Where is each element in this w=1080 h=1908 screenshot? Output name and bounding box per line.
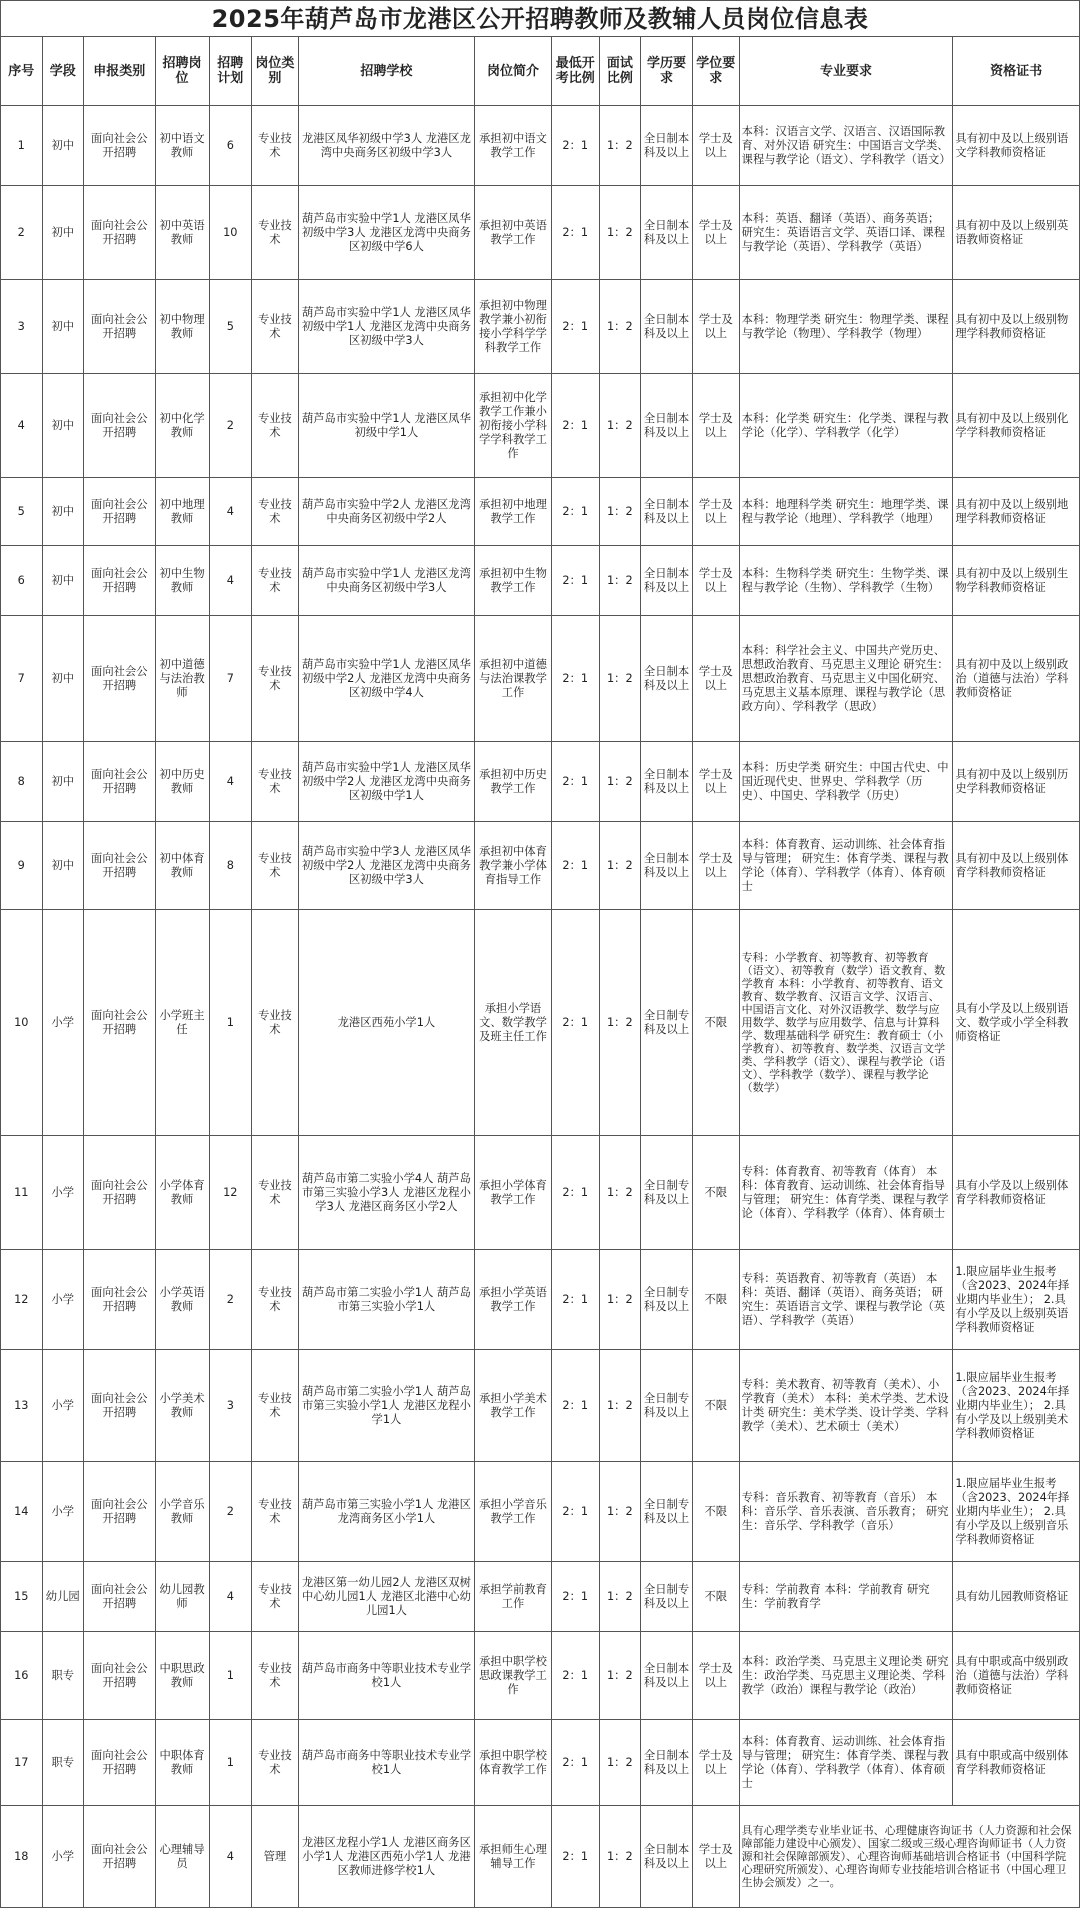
row-cert: 具有中职或高中级别体育学科教师资格证 <box>953 1720 1080 1806</box>
row-major: 专科：学前教育 本科：学前教育 研究生：学前教育学 <box>739 1562 953 1632</box>
row-type: 专业技术 <box>252 822 299 910</box>
row-schools: 龙港区西苑小学1人 <box>298 910 474 1136</box>
table-row <box>1 1462 1080 1562</box>
row-min-ratio: 2：1 <box>551 1350 599 1462</box>
row-plan: 2 <box>209 1250 252 1350</box>
row-stage: 小学 <box>42 1250 84 1350</box>
row-category: 面向社会公开招聘 <box>84 822 156 910</box>
table-row <box>1 546 1080 616</box>
col-header-stage: 学段 <box>42 37 84 106</box>
row-stage: 小学 <box>42 1136 84 1250</box>
row-major: 本科：化学类 研究生：化学类、课程与教学论（化学）、学科教学（化学） <box>739 374 953 478</box>
row-major: 专科：音乐教育、初等教育（音乐） 本科：音乐学、音乐表演、音乐教育； 研究生：音乐学、学科教学（音乐） <box>739 1462 953 1562</box>
row-number: 11 <box>1 1136 43 1250</box>
row-interview-ratio: 1：2 <box>599 1720 641 1806</box>
row-degree: 学士及以上 <box>692 280 739 374</box>
row-intro: 承担小学语文、数学教学及班主任工作 <box>475 910 552 1136</box>
row-cert: 具有幼儿园教师资格证 <box>953 1562 1080 1632</box>
row-type: 专业技术 <box>252 374 299 478</box>
row-number: 2 <box>1 186 43 280</box>
row-stage: 小学 <box>42 1806 84 1908</box>
row-position: 初中语文教师 <box>155 106 209 186</box>
col-header-min-ratio: 最低开考比例 <box>551 37 599 106</box>
row-min-ratio: 2：1 <box>551 910 599 1136</box>
row-intro: 承担小学英语教学工作 <box>475 1250 552 1350</box>
row-plan: 4 <box>209 1806 252 1908</box>
row-min-ratio: 2：1 <box>551 1632 599 1720</box>
row-number: 8 <box>1 742 43 822</box>
row-schools: 龙港区第一幼儿园2人 龙港区双树中心幼儿园1人 龙港区北港中心幼儿园1人 <box>298 1562 474 1632</box>
row-type: 专业技术 <box>252 1136 299 1250</box>
row-min-ratio: 2：1 <box>551 822 599 910</box>
col-header-plan: 招聘计划 <box>209 37 252 106</box>
row-min-ratio: 2：1 <box>551 1720 599 1806</box>
row-cert: 具有初中及以上级别地理学科教师资格证 <box>953 478 1080 546</box>
row-number: 14 <box>1 1462 43 1562</box>
row-degree: 学士及以上 <box>692 106 739 186</box>
row-major: 本科：汉语言文学、汉语言、汉语国际教育、对外汉语 研究生：中国语言文学类、课程与教学论（语文）、学科教学（语文） <box>739 106 953 186</box>
row-number: 1 <box>1 106 43 186</box>
row-intro: 承担学前教育工作 <box>475 1562 552 1632</box>
row-position: 初中英语教师 <box>155 186 209 280</box>
row-degree: 学士及以上 <box>692 1720 739 1806</box>
table-row <box>1 106 1080 186</box>
row-position: 小学体育教师 <box>155 1136 209 1250</box>
row-schools: 龙港区龙程小学1人 龙港区商务区小学1人 龙港区西苑小学1人 龙港区教师进修学校1人 <box>298 1806 474 1908</box>
row-type: 专业技术 <box>252 186 299 280</box>
row-stage: 初中 <box>42 186 84 280</box>
row-cert: 具有小学及以上级别体育学科教师资格证 <box>953 1136 1080 1250</box>
row-intro: 承担初中体育教学兼小学体育指导工作 <box>475 822 552 910</box>
row-intro: 承担小学美术教学工作 <box>475 1350 552 1462</box>
row-position: 中职思政教师 <box>155 1632 209 1720</box>
row-edu: 全日制本科及以上 <box>641 280 693 374</box>
row-edu: 全日制专科及以上 <box>641 1562 693 1632</box>
row-number: 3 <box>1 280 43 374</box>
row-cert: 具有初中及以上级别物理学科教师资格证 <box>953 280 1080 374</box>
row-interview-ratio: 1：2 <box>599 1562 641 1632</box>
row-degree: 学士及以上 <box>692 616 739 742</box>
row-cert: 具有初中及以上级别语文学科教师资格证 <box>953 106 1080 186</box>
row-min-ratio: 2：1 <box>551 546 599 616</box>
row-cert: 具有中职或高中级别政治（道德与法治）学科教师资格证 <box>953 1632 1080 1720</box>
row-edu: 全日制专科及以上 <box>641 910 693 1136</box>
row-major: 专科：英语教育、初等教育（英语） 本科：英语、翻译（英语）、商务英语； 研究生：英语语言文学、课程与教学论（英语）、学科教学（英语） <box>739 1250 953 1350</box>
row-stage: 小学 <box>42 910 84 1136</box>
table-row <box>1 1136 1080 1250</box>
row-major: 本科：科学社会主义、中国共产党历史、思想政治教育、马克思主义理论 研究生：思想政治教育、马克思主义中国化研究、马克思主义基本原理、课程与教学论（思政方向）、学科教学（思政） <box>739 616 953 742</box>
row-cert: 1.限应届毕业生报考（含2023、2024年择业期内毕业生）； 2.具有小学及以上级别英语学科教师资格证 <box>953 1250 1080 1350</box>
row-type: 专业技术 <box>252 1720 299 1806</box>
row-major: 专科：美术教育、初等教育（美术）、小学教育（美术） 本科：美术学类、艺术设计类 研究生：美术学类、设计学类、学科教学（美术）、艺术硕士（美术） <box>739 1350 953 1462</box>
row-plan: 1 <box>209 1632 252 1720</box>
row-cert: 1.限应届毕业生报考（含2023、2024年择业期内毕业生）； 2.具有小学及以上级别音乐学科教师资格证 <box>953 1462 1080 1562</box>
row-interview-ratio: 1：2 <box>599 1462 641 1562</box>
row-number: 18 <box>1 1806 43 1908</box>
row-stage: 职专 <box>42 1632 84 1720</box>
row-schools: 葫芦岛市实验中学1人 龙港区凤华初级中学3人 龙港区龙湾中央商务区初级中学6人 <box>298 186 474 280</box>
row-stage: 小学 <box>42 1462 84 1562</box>
row-number: 13 <box>1 1350 43 1462</box>
row-interview-ratio: 1：2 <box>599 1632 641 1720</box>
row-degree: 不限 <box>692 1562 739 1632</box>
col-header-edu: 学历要求 <box>641 37 693 106</box>
table-row <box>1 1632 1080 1720</box>
row-position: 幼儿园教师 <box>155 1562 209 1632</box>
row-type: 专业技术 <box>252 1462 299 1562</box>
row-type: 专业技术 <box>252 546 299 616</box>
row-major: 本科：生物科学类 研究生：生物学类、课程与教学论（生物）、学科教学（生物） <box>739 546 953 616</box>
row-schools: 葫芦岛市第二实验小学1人 葫芦岛市第三实验小学1人 龙港区龙程小学1人 <box>298 1350 474 1462</box>
row-plan: 1 <box>209 910 252 1136</box>
table-row <box>1 1562 1080 1632</box>
row-plan: 2 <box>209 374 252 478</box>
row-position: 初中物理教师 <box>155 280 209 374</box>
row-edu: 全日制本科及以上 <box>641 1720 693 1806</box>
row-edu: 全日制本科及以上 <box>641 1806 693 1908</box>
row-stage: 初中 <box>42 742 84 822</box>
row-stage: 初中 <box>42 616 84 742</box>
row-major: 本科：体育教育、运动训练、社会体育指导与管理； 研究生：体育学类、课程与教学论（体育）、学科教学（体育）、体育硕士 <box>739 822 953 910</box>
row-category: 面向社会公开招聘 <box>84 374 156 478</box>
row-interview-ratio: 1：2 <box>599 822 641 910</box>
col-header-no: 序号 <box>1 37 43 106</box>
row-min-ratio: 2：1 <box>551 742 599 822</box>
col-header-category: 申报类别 <box>84 37 156 106</box>
row-interview-ratio: 1：2 <box>599 546 641 616</box>
row-type: 专业技术 <box>252 1562 299 1632</box>
row-interview-ratio: 1：2 <box>599 280 641 374</box>
row-min-ratio: 2：1 <box>551 616 599 742</box>
row-edu: 全日制专科及以上 <box>641 1350 693 1462</box>
row-major: 本科：体育教育、运动训练、社会体育指导与管理； 研究生：体育学类、课程与教学论（体育）、学科教学（体育）、体育硕士 <box>739 1720 953 1806</box>
row-position: 小学英语教师 <box>155 1250 209 1350</box>
row-intro: 承担初中物理教学兼小初衔接小学科学学科教学工作 <box>475 280 552 374</box>
row-cert: 1.限应届毕业生报考（含2023、2024年择业期内毕业生）； 2.具有小学及以上级别美术学科教师资格证 <box>953 1350 1080 1462</box>
row-min-ratio: 2：1 <box>551 1136 599 1250</box>
row-plan: 10 <box>209 186 252 280</box>
row-interview-ratio: 1：2 <box>599 1136 641 1250</box>
row-min-ratio: 2：1 <box>551 280 599 374</box>
row-edu: 全日制专科及以上 <box>641 1136 693 1250</box>
row-edu: 全日制本科及以上 <box>641 822 693 910</box>
page-title: 2025年葫芦岛市龙港区公开招聘教师及教辅人员岗位信息表 <box>0 0 1080 36</box>
row-degree: 学士及以上 <box>692 478 739 546</box>
row-stage: 初中 <box>42 478 84 546</box>
table-row <box>1 1720 1080 1806</box>
row-degree: 不限 <box>692 1462 739 1562</box>
row-category: 面向社会公开招聘 <box>84 1632 156 1720</box>
header-row <box>1 37 1080 106</box>
table-row <box>1 1250 1080 1350</box>
row-degree: 学士及以上 <box>692 546 739 616</box>
row-schools: 葫芦岛市实验中学3人 龙港区凤华初级中学2人 龙港区龙湾中央商务区初级中学3人 <box>298 822 474 910</box>
row-edu: 全日制本科及以上 <box>641 186 693 280</box>
row-schools: 葫芦岛市第三实验小学1人 龙港区龙湾商务区小学1人 <box>298 1462 474 1562</box>
row-schools: 葫芦岛市商务中等职业技术专业学校1人 <box>298 1720 474 1806</box>
row-number: 6 <box>1 546 43 616</box>
row-category: 面向社会公开招聘 <box>84 1462 156 1562</box>
row-number: 4 <box>1 374 43 478</box>
row-min-ratio: 2：1 <box>551 374 599 478</box>
row-schools: 葫芦岛市实验中学1人 龙港区凤华初级中学2人 龙港区龙湾中央商务区初级中学1人 <box>298 742 474 822</box>
row-degree: 不限 <box>692 1136 739 1250</box>
row-intro: 承担初中化学教学工作兼小初衔接小学科学学科教学工作 <box>475 374 552 478</box>
row-schools: 葫芦岛市第二实验小学1人 葫芦岛市第三实验小学1人 <box>298 1250 474 1350</box>
row-category: 面向社会公开招聘 <box>84 1350 156 1462</box>
row-type: 专业技术 <box>252 742 299 822</box>
table-row <box>1 822 1080 910</box>
row-min-ratio: 2：1 <box>551 1806 599 1908</box>
row-intro: 承担小学体育教学工作 <box>475 1136 552 1250</box>
row-number: 10 <box>1 910 43 1136</box>
row-type: 专业技术 <box>252 1632 299 1720</box>
row-plan: 4 <box>209 742 252 822</box>
row-schools: 葫芦岛市实验中学2人 龙港区龙湾中央商务区初级中学2人 <box>298 478 474 546</box>
table-row <box>1 1350 1080 1462</box>
row-type: 专业技术 <box>252 1350 299 1462</box>
row-cert: 具有初中及以上级别体育学科教师资格证 <box>953 822 1080 910</box>
col-header-cert: 资格证书 <box>953 37 1080 106</box>
row-interview-ratio: 1：2 <box>599 742 641 822</box>
table-row <box>1 478 1080 546</box>
table-row <box>1 280 1080 374</box>
row-degree: 不限 <box>692 1250 739 1350</box>
row-edu: 全日制本科及以上 <box>641 374 693 478</box>
row-min-ratio: 2：1 <box>551 478 599 546</box>
row-schools: 葫芦岛市商务中等职业技术专业学校1人 <box>298 1632 474 1720</box>
row-interview-ratio: 1：2 <box>599 106 641 186</box>
row-stage: 初中 <box>42 106 84 186</box>
row-major: 本科：英语、翻译（英语）、商务英语； 研究生：英语语言文学、英语口译、课程与教学论（英语）、学科教学（英语） <box>739 186 953 280</box>
row-min-ratio: 2：1 <box>551 186 599 280</box>
row-intro: 承担中职学校体育教学工作 <box>475 1720 552 1806</box>
row-interview-ratio: 1：2 <box>599 616 641 742</box>
row-plan: 7 <box>209 616 252 742</box>
row-number: 12 <box>1 1250 43 1350</box>
row-position: 初中体育教师 <box>155 822 209 910</box>
row-cert: 具有初中及以上级别英语教师资格证 <box>953 186 1080 280</box>
row-cert: 具有初中及以上级别生物学科教师资格证 <box>953 546 1080 616</box>
row-major: 本科：政治学类、马克思主义理论类 研究生：政治学类、马克思主义理论类、学科教学（政治）课程与教学论（政治） <box>739 1632 953 1720</box>
job-table <box>0 36 1080 1908</box>
row-position: 心理辅导员 <box>155 1806 209 1908</box>
table-row <box>1 1806 1080 1908</box>
row-degree: 学士及以上 <box>692 822 739 910</box>
row-interview-ratio: 1：2 <box>599 1806 641 1908</box>
row-plan: 6 <box>209 106 252 186</box>
row-position: 小学美术教师 <box>155 1350 209 1462</box>
row-schools: 葫芦岛市实验中学1人 龙港区凤华初级中学1人 龙港区龙湾中央商务区初级中学3人 <box>298 280 474 374</box>
row-number: 17 <box>1 1720 43 1806</box>
row-degree: 学士及以上 <box>692 1632 739 1720</box>
row-category: 面向社会公开招聘 <box>84 106 156 186</box>
row-min-ratio: 2：1 <box>551 1562 599 1632</box>
row-schools: 龙港区凤华初级中学3人 龙港区龙湾中央商务区初级中学3人 <box>298 106 474 186</box>
row-degree: 学士及以上 <box>692 374 739 478</box>
row-number: 7 <box>1 616 43 742</box>
row-category: 面向社会公开招聘 <box>84 546 156 616</box>
col-header-schools: 招聘学校 <box>298 37 474 106</box>
row-type: 专业技术 <box>252 616 299 742</box>
row-type: 专业技术 <box>252 478 299 546</box>
row-major: 本科：历史学类 研究生：中国古代史、中国近现代史、世界史、学科教学（历史）、中国史、学科教学（历史） <box>739 742 953 822</box>
row-cert: 具有初中及以上级别政治（道德与法治）学科教师资格证 <box>953 616 1080 742</box>
row-plan: 5 <box>209 280 252 374</box>
col-header-position: 招聘岗位 <box>155 37 209 106</box>
row-plan: 2 <box>209 1462 252 1562</box>
row-degree: 学士及以上 <box>692 186 739 280</box>
row-interview-ratio: 1：2 <box>599 1350 641 1462</box>
row-schools: 葫芦岛市实验中学1人 龙港区凤华初级中学2人 龙港区龙湾中央商务区初级中学4人 <box>298 616 474 742</box>
row-intro: 承担小学音乐教学工作 <box>475 1462 552 1562</box>
row-intro: 承担初中历史教学工作 <box>475 742 552 822</box>
row-cert: 具有初中及以上级别化学学科教师资格证 <box>953 374 1080 478</box>
row-plan: 3 <box>209 1350 252 1462</box>
row-stage: 初中 <box>42 374 84 478</box>
row-intro: 承担初中生物教学工作 <box>475 546 552 616</box>
row-number: 5 <box>1 478 43 546</box>
col-header-intro: 岗位简介 <box>475 37 552 106</box>
row-plan: 4 <box>209 546 252 616</box>
row-interview-ratio: 1：2 <box>599 374 641 478</box>
row-category: 面向社会公开招聘 <box>84 616 156 742</box>
row-intro: 承担师生心理辅导工作 <box>475 1806 552 1908</box>
row-cert: 具有小学及以上级别语文、数学或小学全科教师资格证 <box>953 910 1080 1136</box>
row-intro: 承担初中语文教学工作 <box>475 106 552 186</box>
row-edu: 全日制本科及以上 <box>641 478 693 546</box>
row-major: 具有心理学类专业毕业证书、心理健康咨询证书（人力资源和社会保障部能力建设中心颁发）、国家二级或三级心理咨询师证书（人力资源和社会保障部颁发）、心理咨询师基础培训合格证书（中国科学院心理研究所颁发）、心理咨询师专业技能培训合格证书（中国心理卫生协会颁发）之一。 <box>739 1806 1079 1908</box>
row-type: 管理 <box>252 1806 299 1908</box>
row-category: 面向社会公开招聘 <box>84 1562 156 1632</box>
row-category: 面向社会公开招聘 <box>84 1720 156 1806</box>
col-header-interview: 面试比例 <box>599 37 641 106</box>
row-cert: 具有初中及以上级别历史学科教师资格证 <box>953 742 1080 822</box>
row-schools: 葫芦岛市实验中学1人 龙港区凤华初级中学1人 <box>298 374 474 478</box>
row-position: 初中化学教师 <box>155 374 209 478</box>
row-plan: 12 <box>209 1136 252 1250</box>
row-intro: 承担中职学校思政课教学工作 <box>475 1632 552 1720</box>
row-interview-ratio: 1：2 <box>599 478 641 546</box>
row-number: 16 <box>1 1632 43 1720</box>
row-min-ratio: 2：1 <box>551 1250 599 1350</box>
row-type: 专业技术 <box>252 106 299 186</box>
row-plan: 8 <box>209 822 252 910</box>
row-number: 15 <box>1 1562 43 1632</box>
row-edu: 全日制本科及以上 <box>641 1632 693 1720</box>
row-position: 中职体育教师 <box>155 1720 209 1806</box>
row-category: 面向社会公开招聘 <box>84 1136 156 1250</box>
row-category: 面向社会公开招聘 <box>84 910 156 1136</box>
row-major: 本科：地理科学类 研究生：地理学类、课程与教学论（地理）、学科教学（地理） <box>739 478 953 546</box>
row-category: 面向社会公开招聘 <box>84 186 156 280</box>
row-plan: 1 <box>209 1720 252 1806</box>
row-stage: 小学 <box>42 1350 84 1462</box>
table-row <box>1 374 1080 478</box>
col-header-degree: 学位要求 <box>692 37 739 106</box>
col-header-type: 岗位类别 <box>252 37 299 106</box>
row-position: 小学班主任 <box>155 910 209 1136</box>
row-edu: 全日制专科及以上 <box>641 1250 693 1350</box>
row-plan: 4 <box>209 478 252 546</box>
row-stage: 职专 <box>42 1720 84 1806</box>
row-number: 9 <box>1 822 43 910</box>
row-category: 面向社会公开招聘 <box>84 1806 156 1908</box>
row-type: 专业技术 <box>252 1250 299 1350</box>
row-degree: 不限 <box>692 910 739 1136</box>
row-min-ratio: 2：1 <box>551 1462 599 1562</box>
row-intro: 承担初中英语教学工作 <box>475 186 552 280</box>
table-row <box>1 742 1080 822</box>
row-min-ratio: 2：1 <box>551 106 599 186</box>
row-position: 初中生物教师 <box>155 546 209 616</box>
row-edu: 全日制本科及以上 <box>641 616 693 742</box>
row-degree: 不限 <box>692 1350 739 1462</box>
row-position: 小学音乐教师 <box>155 1462 209 1562</box>
row-category: 面向社会公开招聘 <box>84 742 156 822</box>
row-schools: 葫芦岛市第二实验小学4人 葫芦岛市第三实验小学3人 龙港区龙程小学3人 龙港区商务区小学2人 <box>298 1136 474 1250</box>
row-interview-ratio: 1：2 <box>599 1250 641 1350</box>
row-plan: 4 <box>209 1562 252 1632</box>
row-stage: 幼儿园 <box>42 1562 84 1632</box>
row-edu: 全日制本科及以上 <box>641 106 693 186</box>
row-type: 专业技术 <box>252 910 299 1136</box>
row-intro: 承担初中地理教学工作 <box>475 478 552 546</box>
row-category: 面向社会公开招聘 <box>84 280 156 374</box>
row-stage: 初中 <box>42 822 84 910</box>
row-category: 面向社会公开招聘 <box>84 478 156 546</box>
row-major: 专科：小学教育、初等教育、初等教育（语文）、初等教育（数学）语文教育、数学教育 本科：小学教育、初等教育、语文教育、数学教育、汉语言文学、汉语言、中国语言文化、对外汉语教学、数学与应用数学、数学与应用数学、信息与计算科学、数理基础科学 研究生：教育硕士（小学教育）、初等教育、数学类、汉语言文学类、学科教学（语文）、课程与教学论（语文）、学科教学（数学）、课程与教学论（数学） <box>739 910 953 1136</box>
row-type: 专业技术 <box>252 280 299 374</box>
row-stage: 初中 <box>42 280 84 374</box>
col-header-major: 专业要求 <box>739 37 953 106</box>
row-degree: 学士及以上 <box>692 742 739 822</box>
row-major: 本科：物理学类 研究生：物理学类、课程与教学论（物理）、学科教学（物理） <box>739 280 953 374</box>
row-interview-ratio: 1：2 <box>599 910 641 1136</box>
row-position: 初中地理教师 <box>155 478 209 546</box>
table-row <box>1 910 1080 1136</box>
table-row <box>1 616 1080 742</box>
table-row <box>1 186 1080 280</box>
row-edu: 全日制本科及以上 <box>641 546 693 616</box>
row-interview-ratio: 1：2 <box>599 186 641 280</box>
row-stage: 初中 <box>42 546 84 616</box>
row-category: 面向社会公开招聘 <box>84 1250 156 1350</box>
row-schools: 葫芦岛市实验中学1人 龙港区龙湾中央商务区初级中学3人 <box>298 546 474 616</box>
row-position: 初中历史教师 <box>155 742 209 822</box>
row-major: 专科：体育教育、初等教育（体育） 本科：体育教育、运动训练、社会体育指导与管理； 研究生：体育学类、课程与教学论（体育）、学科教学（体育）、体育硕士 <box>739 1136 953 1250</box>
row-degree: 学士及以上 <box>692 1806 739 1908</box>
row-edu: 全日制专科及以上 <box>641 1462 693 1562</box>
row-position: 初中道德与法治教师 <box>155 616 209 742</box>
row-intro: 承担初中道德与法治课教学工作 <box>475 616 552 742</box>
row-edu: 全日制本科及以上 <box>641 742 693 822</box>
